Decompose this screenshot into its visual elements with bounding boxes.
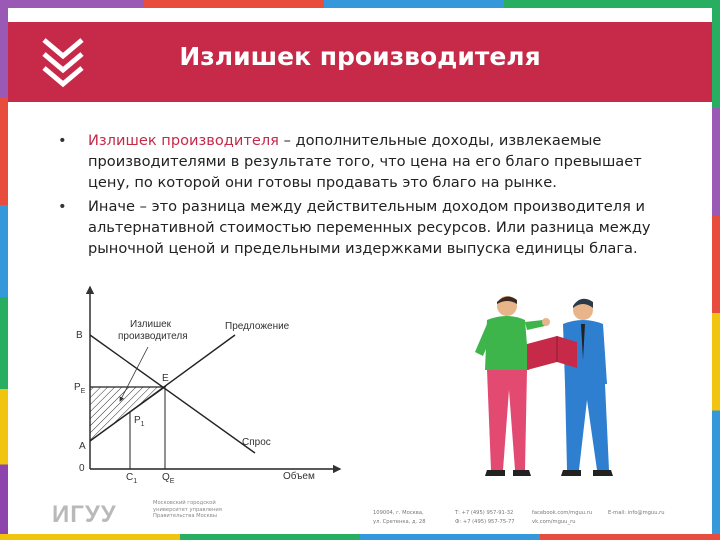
person-left bbox=[475, 296, 550, 476]
point-pe-label: $P_E$ bbox=[74, 382, 86, 395]
point-a-label: A bbox=[79, 441, 86, 452]
decorative-border-right bbox=[712, 0, 720, 540]
point-qe-label: $Q_E$ bbox=[162, 472, 175, 483]
title-bar bbox=[8, 22, 712, 102]
slide-title: Излишек производителя bbox=[179, 42, 541, 71]
decorative-border-left bbox=[0, 0, 8, 540]
producer-surplus-diagram bbox=[70, 283, 350, 483]
footer-address: 109004, г. Москва, ул. Сретенка, д. 28 bbox=[373, 510, 426, 525]
logo-caption: Московский городской университет управления Правительства Москвы bbox=[153, 500, 222, 520]
point-b-label: B bbox=[76, 330, 83, 341]
svg-text:ИГУУ: ИГУУ bbox=[52, 501, 117, 526]
bullet-text: Иначе – это разница между действительным доходом производителя и альтернативной стоимостью переменных ресурсов. Или разница между рыночной ценой и предельными издержками выпуска единицы блага. bbox=[88, 198, 651, 257]
decorative-border-bottom bbox=[0, 534, 720, 540]
footer-email[interactable]: E-mail: info@mguu.ru bbox=[608, 510, 665, 516]
university-logo bbox=[52, 500, 152, 526]
term-highlight: Излишек производителя bbox=[88, 132, 279, 149]
footer-social[interactable]: facebook.com/mguu.ru vk.com/mguu_ru bbox=[532, 510, 593, 525]
bullet-item bbox=[58, 196, 658, 259]
footer-phones: Т: +7 (495) 957-91-32 Ф: +7 (495) 957-75-77 bbox=[455, 510, 515, 525]
point-p1-label: $P_1$ bbox=[134, 415, 145, 428]
person-right bbox=[561, 299, 613, 476]
decorative-border-top bbox=[0, 0, 720, 8]
point-c1-label: $C_1$ bbox=[126, 472, 138, 483]
origin-label: 0 bbox=[79, 463, 85, 474]
label-volume: Объем bbox=[283, 471, 315, 482]
label-surplus-line2: производителя bbox=[118, 331, 188, 342]
businessmen-illustration bbox=[465, 290, 635, 480]
label-supply: Предложение bbox=[225, 321, 290, 332]
bullet-item bbox=[58, 130, 658, 193]
bullet-list bbox=[58, 130, 658, 262]
bullet-text: – дополнительные доходы, извлекаемые производителями в результате того, что цена на его благо превышает цену, по которой они готовы продавать это благо на рынке. bbox=[88, 132, 642, 191]
label-demand: Спрос bbox=[242, 437, 271, 448]
point-e-label: E bbox=[162, 373, 169, 384]
open-folder bbox=[527, 336, 577, 370]
label-surplus-line1: Излишек bbox=[130, 319, 172, 330]
